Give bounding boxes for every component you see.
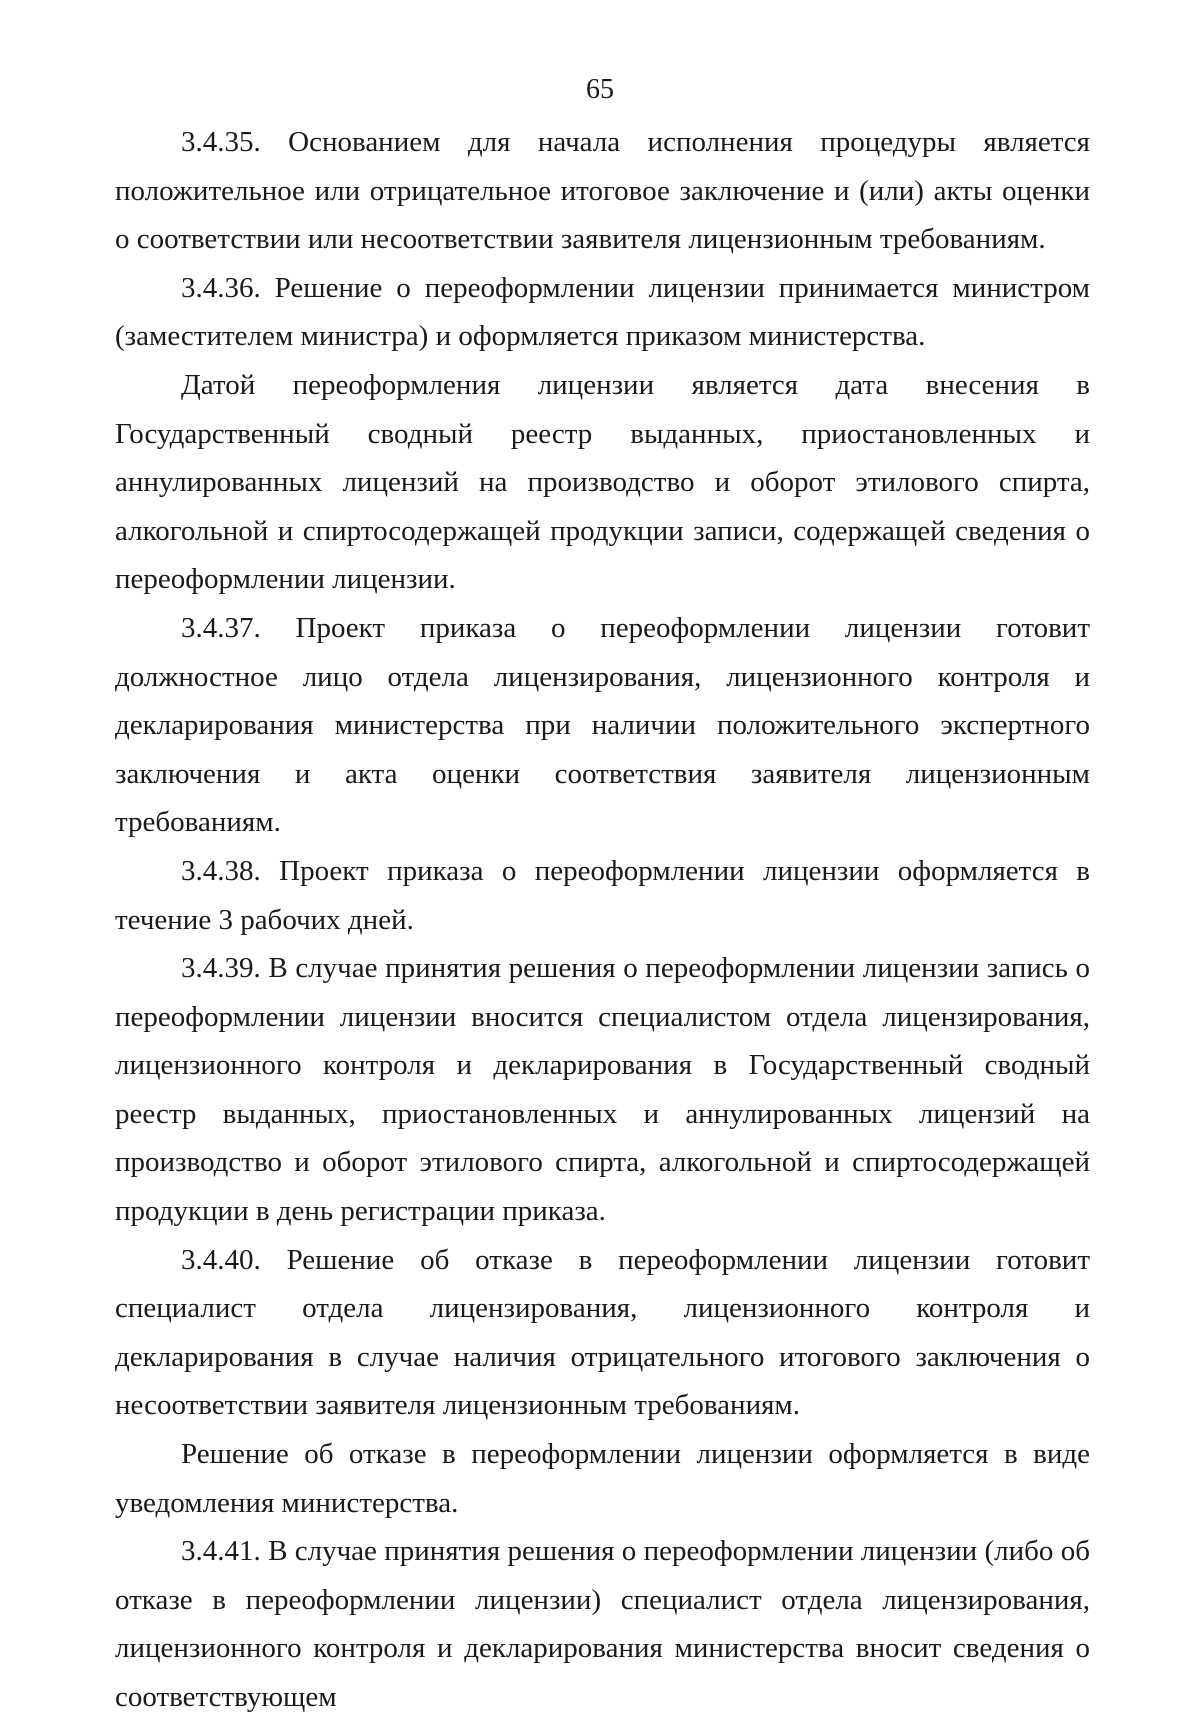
- paragraph-3-4-39: 3.4.39. В случае принятия решения о переоформлении лицензии запись о переоформлении лицензии вносится специалистом отдела лицензирования, лицензионного контроля и декларирования в Государственный сводный реестр выданных, приостановленных и аннулированных лицензий на производство и оборот этилового спирта, алкогольной и спиртосодержащей продукции в день регистрации приказа.: [115, 952, 1090, 1228]
- paragraph-3-4-40: 3.4.40. Решение об отказе в переоформлении лицензии готовит специалист отдела лицензирования, лицензионного контроля и декларирования в случае наличия отрицательного итогового заключения о несоответствии заявителя лицензионным требованиям.: [115, 1243, 1090, 1422]
- paragraph-3-4-35: 3.4.35. Основанием для начала исполнения процедуры является положительное или отрицательное итоговое заключение и (или) акты оценки о соответствии или несоответствии заявителя лицензионным требованиям.: [115, 126, 1090, 256]
- paragraph-3-4-41: 3.4.41. В случае принятия решения о переоформлении лицензии (либо об отказе в переоформлении лицензии) специалист отдела лицензирования, лицензионного контроля и декларирования министерства вносит сведения о соответствующем: [115, 1535, 1090, 1713]
- document-body: [115, 118, 1090, 1722]
- paragraph-3-4-38: 3.4.38. Проект приказа о переоформлении лицензии оформляется в течение 3 рабочих дней.: [115, 854, 1090, 936]
- paragraph-3-4-37: 3.4.37. Проект приказа о переоформлении лицензии готовит должностное лицо отдела лицензирования, лицензионного контроля и декларирования министерства при наличии положительного экспертного заключения и акта оценки соответствия заявителя лицензионным требованиям.: [115, 611, 1090, 839]
- paragraph-refusal-notice: Решение об отказе в переоформлении лицензии оформляется в виде уведомления министерства.: [115, 1438, 1090, 1519]
- page-number: 65: [586, 74, 614, 105]
- paragraph-reissue-date: Датой переоформления лицензии является дата внесения в Государственный сводный реестр выданных, приостановленных и аннулированных лицензий на производство и оборот этилового спирта, алкогольной и спиртосодержащей продукции записи, содержащей сведения о переоформлении лицензии.: [115, 368, 1090, 596]
- paragraph-3-4-36: 3.4.36. Решение о переоформлении лицензии принимается министром (заместителем министра) и оформляется приказом министерства.: [115, 271, 1090, 353]
